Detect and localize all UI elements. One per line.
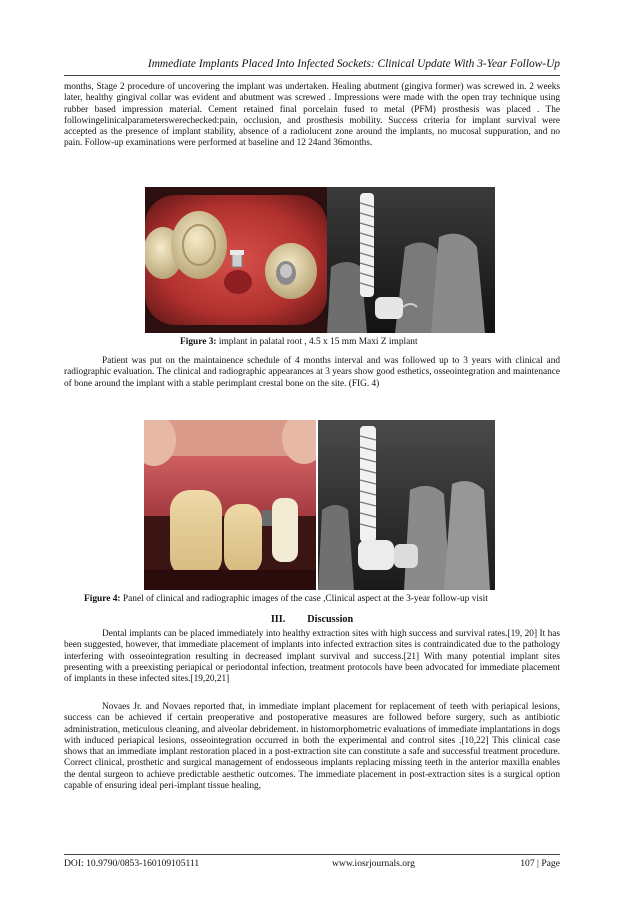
footer-rule [64,854,560,855]
section-number: III. [270,614,286,625]
header-rule [64,75,560,76]
figure-3-text: implant in palatal root , 4.5 x 15 mm Maxi Z implant [216,337,418,347]
figure-4-clinical-photo [144,420,316,590]
footer-website: www.iosrjournals.org [332,858,415,869]
figure-3-clinical-photo [145,187,327,333]
body-paragraph: months, Stage 2 procedure of uncovering the implant was undertaken. Healing abutment (gingiva former) was screwed in. 2 weeks later, healthy gingival collar was evident and abutment was screwed . Impressions were made with the open tray technique using rubber based impression material. Cement retained final porcelain fused to metal (PFM) prosthesis was placed . The followingelinicalparameterswerechecked:pain, occlusion, and prosthesis mobility. Success criteria for implant survival were accepted as the presence of implant stability, absence of a radiolucent zone around the implants, no mucosal suppuration, and no pain. Follow-up examinations were performed at baseline and 12 24and 36months. [64,82,560,149]
body-paragraph: Dental implants can be placed immediately into healthy extraction sites with high success and survival rates.[19, 20] It has been suggested, however, that immediate placement of implants into infected extraction sites is contraindicated due to the pathology interfering with osseointegration resulting in decreased implant survival and success.[21] With many potential implant sites presenting with a preexisting periapical or periodontal infection, treatment protocols have been advocated for immediate placement of implants in these infected sites.[19,20,21] [64,629,560,685]
figure-3-label: Figure 3: [180,337,217,347]
body-paragraph: Novaes Jr. and Novaes reported that, in immediate implant placement for replacement of teeth with periapical lesions, success can be achieved if certain preoperative and postoperative measures are followed before surgery, such as antibiotic administration, meticulous cleaning, and alveolar debridement. in histomorphometric evaluations of immediate implantations in dogs with induced periapical lesions, osseointegration occurred in both the experimental and control sites .[10,22] This clinical case shows that an immediate implant restoration placed in a post-extraction site can constitute a safe and successful treatment procedure. Correct clinical, prosthetic and surgical management of endosseous implants replacing missing teeth in the anterior maxilla enables the dental surgeon to achieve predictable aesthetic outcomes. The immediate placement in post-extraction sites is a surgical option capable of ensuring ideal peri-implant tissue healing, [64,702,560,792]
figure-4-caption [84,594,488,604]
section-title: Discussion [307,614,354,625]
figure-3-caption [180,337,418,347]
figure-4-text: Panel of clinical and radiographic images of the case ,Clinical aspect at the 3-year follow-up visit [120,594,488,604]
figure-3-radiograph [327,187,495,333]
figure-4-radiograph [318,420,495,590]
footer-page-number: 107 | Page [520,858,560,869]
body-paragraph: Patient was put on the maintainence schedule of 4 months interval and was followed up to 3 years with clinical and radiographic evaluation. The clinical and radiographic appearances at 3 years show good esthetics, osseointegration and maintenance of bone around the implant with a stable perimplant crestal bone on the site. (FIG. 4) [64,356,560,389]
running-header: Immediate Implants Placed Into Infected Sockets: Clinical Update With 3-Year Follow-Up [147,58,560,70]
footer-doi: DOI: 10.9790/0853-160109105111 [64,858,200,869]
figure-4-label: Figure 4: [84,594,121,604]
section-heading [64,614,560,625]
